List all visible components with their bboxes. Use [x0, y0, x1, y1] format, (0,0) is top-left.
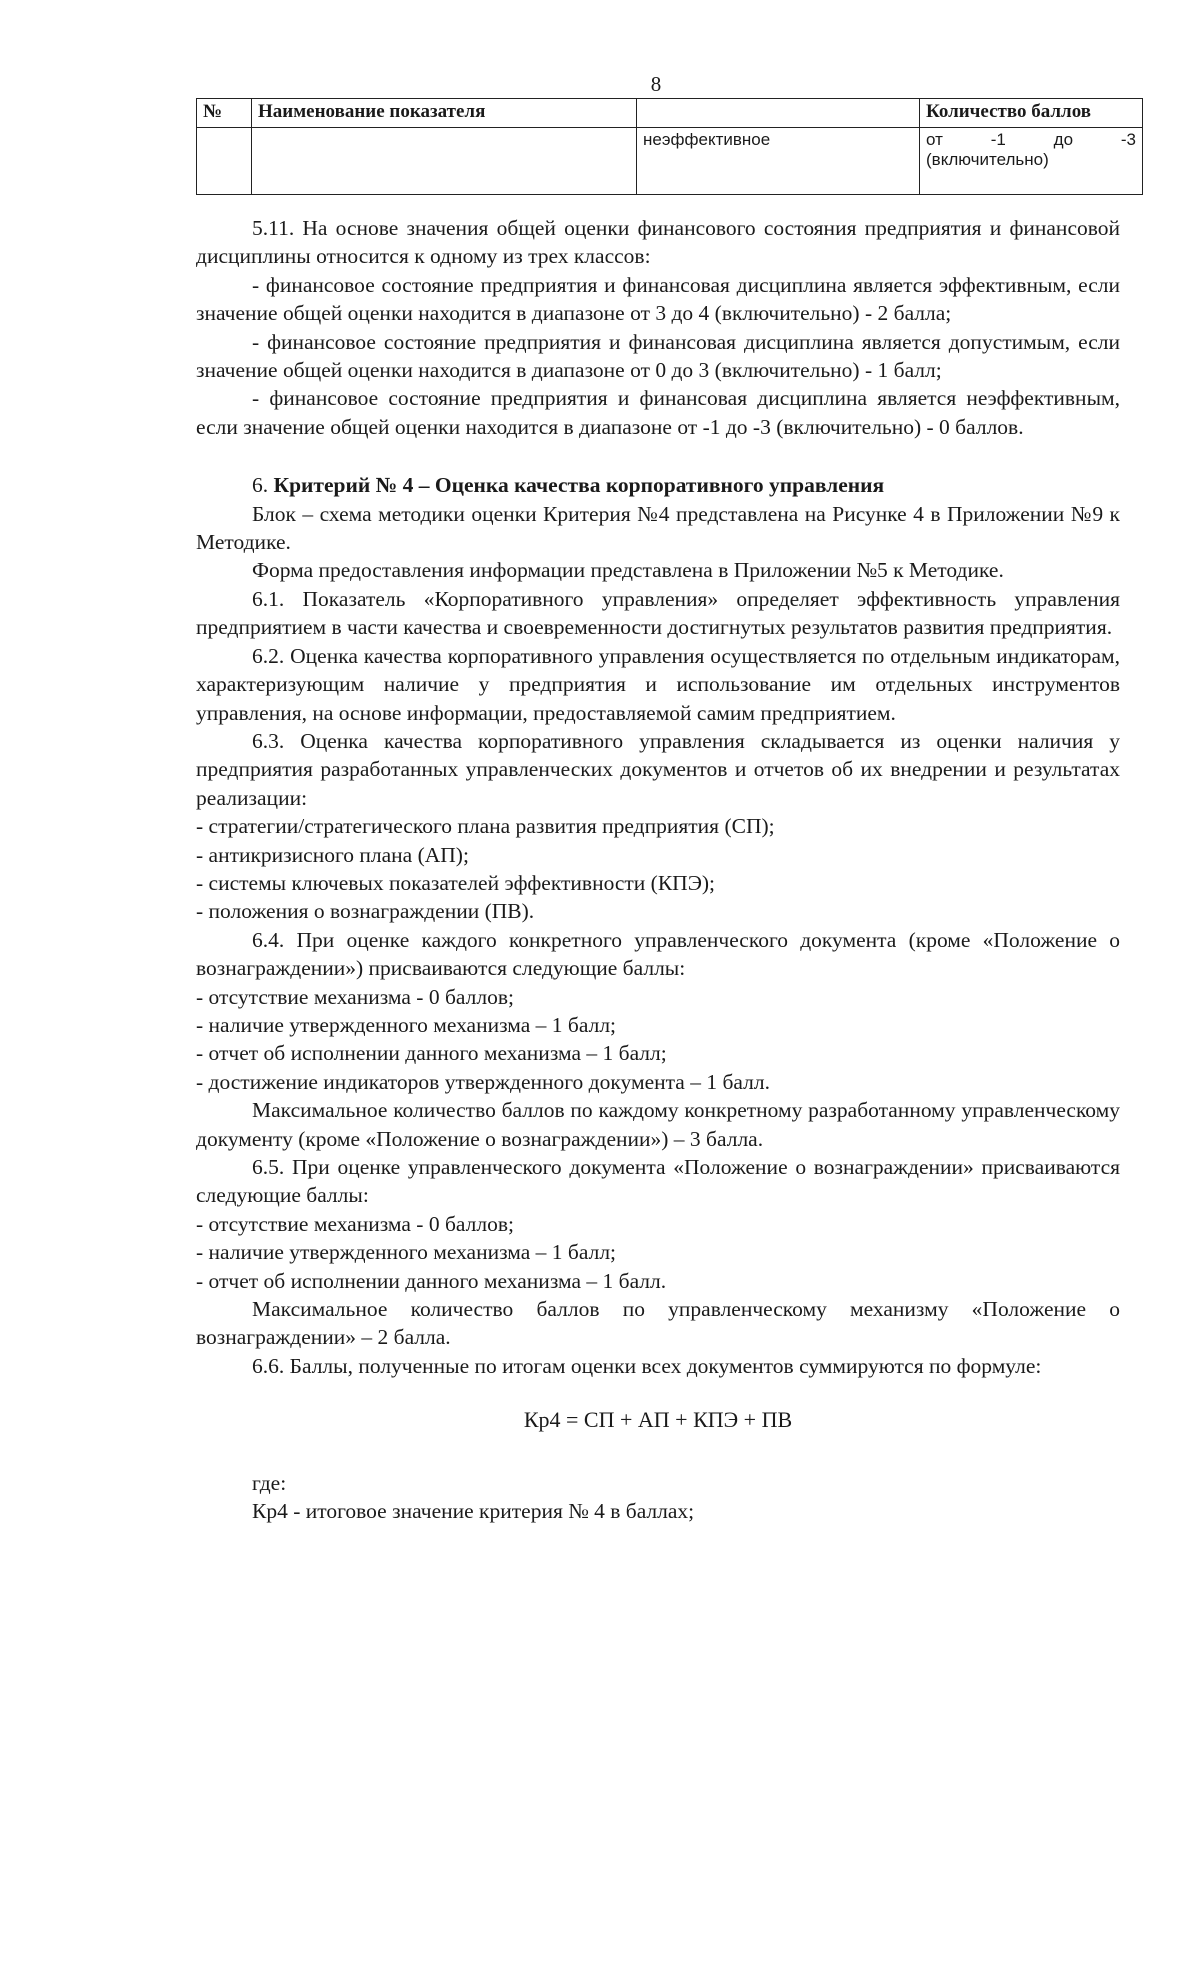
score-note: (включительно): [926, 150, 1049, 169]
list-item: - антикризисного плана (АП);: [196, 842, 469, 867]
list-item: - достижение индикаторов утвержденного документа – 1 балл.: [196, 1069, 770, 1094]
paragraph-6-4: 6.4. При оценке каждого конкретного управленческого документа (кроме «Положение о вознаграждении») присваиваются следующие баллы:: [196, 927, 1120, 981]
list-item: - положения о вознаграждении (ПВ).: [196, 899, 535, 924]
score-max: -3: [1120, 130, 1136, 149]
cell-number: [197, 128, 252, 195]
definition: Кр4 - итоговое значение критерия № 4 в баллах;: [252, 1499, 695, 1524]
score-from: от: [926, 130, 943, 149]
list-item: - отсутствие механизма - 0 баллов;: [196, 1211, 514, 1236]
paragraph: Форма предоставления информации представлена в Приложении №5 к Методике.: [252, 558, 1004, 583]
list-item: - отчет об исполнении данного механизма – 1 балл;: [196, 1041, 667, 1066]
score-range: [926, 130, 1136, 150]
header-indicator-name: Наименование показателя: [252, 99, 637, 128]
formula: Кр4 = СП + АП + КПЭ + ПВ: [523, 1407, 793, 1433]
cell-label: неэффективное: [637, 128, 920, 195]
header-number: №: [197, 99, 252, 128]
paragraph-6-3: 6.3. Оценка качества корпоративного управления складывается из оценки наличия у предприятия разработанных управленческих документов и отчетов об их внедрении и результатах реализации:: [196, 728, 1120, 810]
heading-title: Критерий № 4 – Оценка качества корпоративного управления: [273, 473, 885, 498]
section-heading: [196, 471, 1120, 499]
list-item: - системы ключевых показателей эффективности (КПЭ);: [196, 870, 716, 895]
where-label: где:: [252, 1470, 287, 1495]
list-item: - наличие утвержденного механизма – 1 балл;: [196, 1240, 617, 1265]
list-item: - финансовое состояние предприятия и финансовая дисциплина является допустимым, если значение общей оценки находится в диапазоне от 0 до 3 (включительно) - 1 балл;: [196, 329, 1120, 383]
document-body: [196, 214, 1120, 1525]
paragraph: Блок – схема методики оценки Критерия №4 представлена на Рисунке 4 в Приложении №9 к Методике.: [196, 501, 1120, 555]
paragraph-6-6: 6.6. Баллы, полученные по итогам оценки всех документов суммируются по формуле:: [252, 1353, 1042, 1378]
paragraph-6-2: 6.2. Оценка качества корпоративного управления осуществляется по отдельным индикаторам, характеризующим наличие у предприятия и использование им отдельных инструментов управления, на основе информации, предоставляемой самим предприятием.: [196, 643, 1120, 725]
cell-score: [920, 128, 1143, 195]
paragraph-6-1: 6.1. Показатель «Корпоративного управления» определяет эффективность управления предприятием в части качества и своевременности достигнутых результатов развития предприятия.: [196, 586, 1120, 640]
table-header-row: [197, 99, 1143, 128]
cell-indicator: [252, 128, 637, 195]
scoring-table: [196, 98, 1143, 195]
list-item: - стратегии/стратегического плана развития предприятия (СП);: [196, 814, 775, 839]
table-row: [197, 128, 1143, 195]
heading-number: 6.: [252, 473, 274, 498]
page-number: 8: [650, 72, 662, 96]
list-item: - наличие утвержденного механизма – 1 балл;: [196, 1012, 617, 1037]
list-item: - отчет об исполнении данного механизма – 1 балл.: [196, 1268, 667, 1293]
list-item: - финансовое состояние предприятия и финансовая дисциплина является неэффективным, если значение общей оценки находится в диапазоне от -1 до -3 (включительно) - 0 баллов.: [196, 386, 1120, 439]
list-item: - финансовое состояние предприятия и финансовая дисциплина является эффективным, если значение общей оценки находится в диапазоне от 3 до 4 (включительно) - 2 балла;: [196, 272, 1120, 326]
paragraph-6-4-max: Максимальное количество баллов по каждому конкретному разработанному управленческому документу (кроме «Положение о вознаграждении») – 3 балла.: [196, 1098, 1120, 1151]
paragraph-5-11: 5.11. На основе значения общей оценки финансового состояния предприятия и финансовой дисциплины относится к одному из трех классов:: [196, 216, 1120, 269]
header-score-count: Количество баллов: [920, 99, 1143, 128]
paragraph-6-5-max: Максимальное количество баллов по управленческому механизму «Положение о вознаграждении» – 2 балла.: [196, 1297, 1120, 1350]
list-item: - отсутствие механизма - 0 баллов;: [196, 984, 514, 1009]
header-empty: [637, 99, 920, 128]
score-min: -1: [990, 130, 1006, 149]
paragraph-6-5: 6.5. При оценке управленческого документа «Положение о вознаграждении» присваиваются следующие баллы:: [196, 1155, 1120, 1208]
score-to: до: [1053, 130, 1074, 149]
